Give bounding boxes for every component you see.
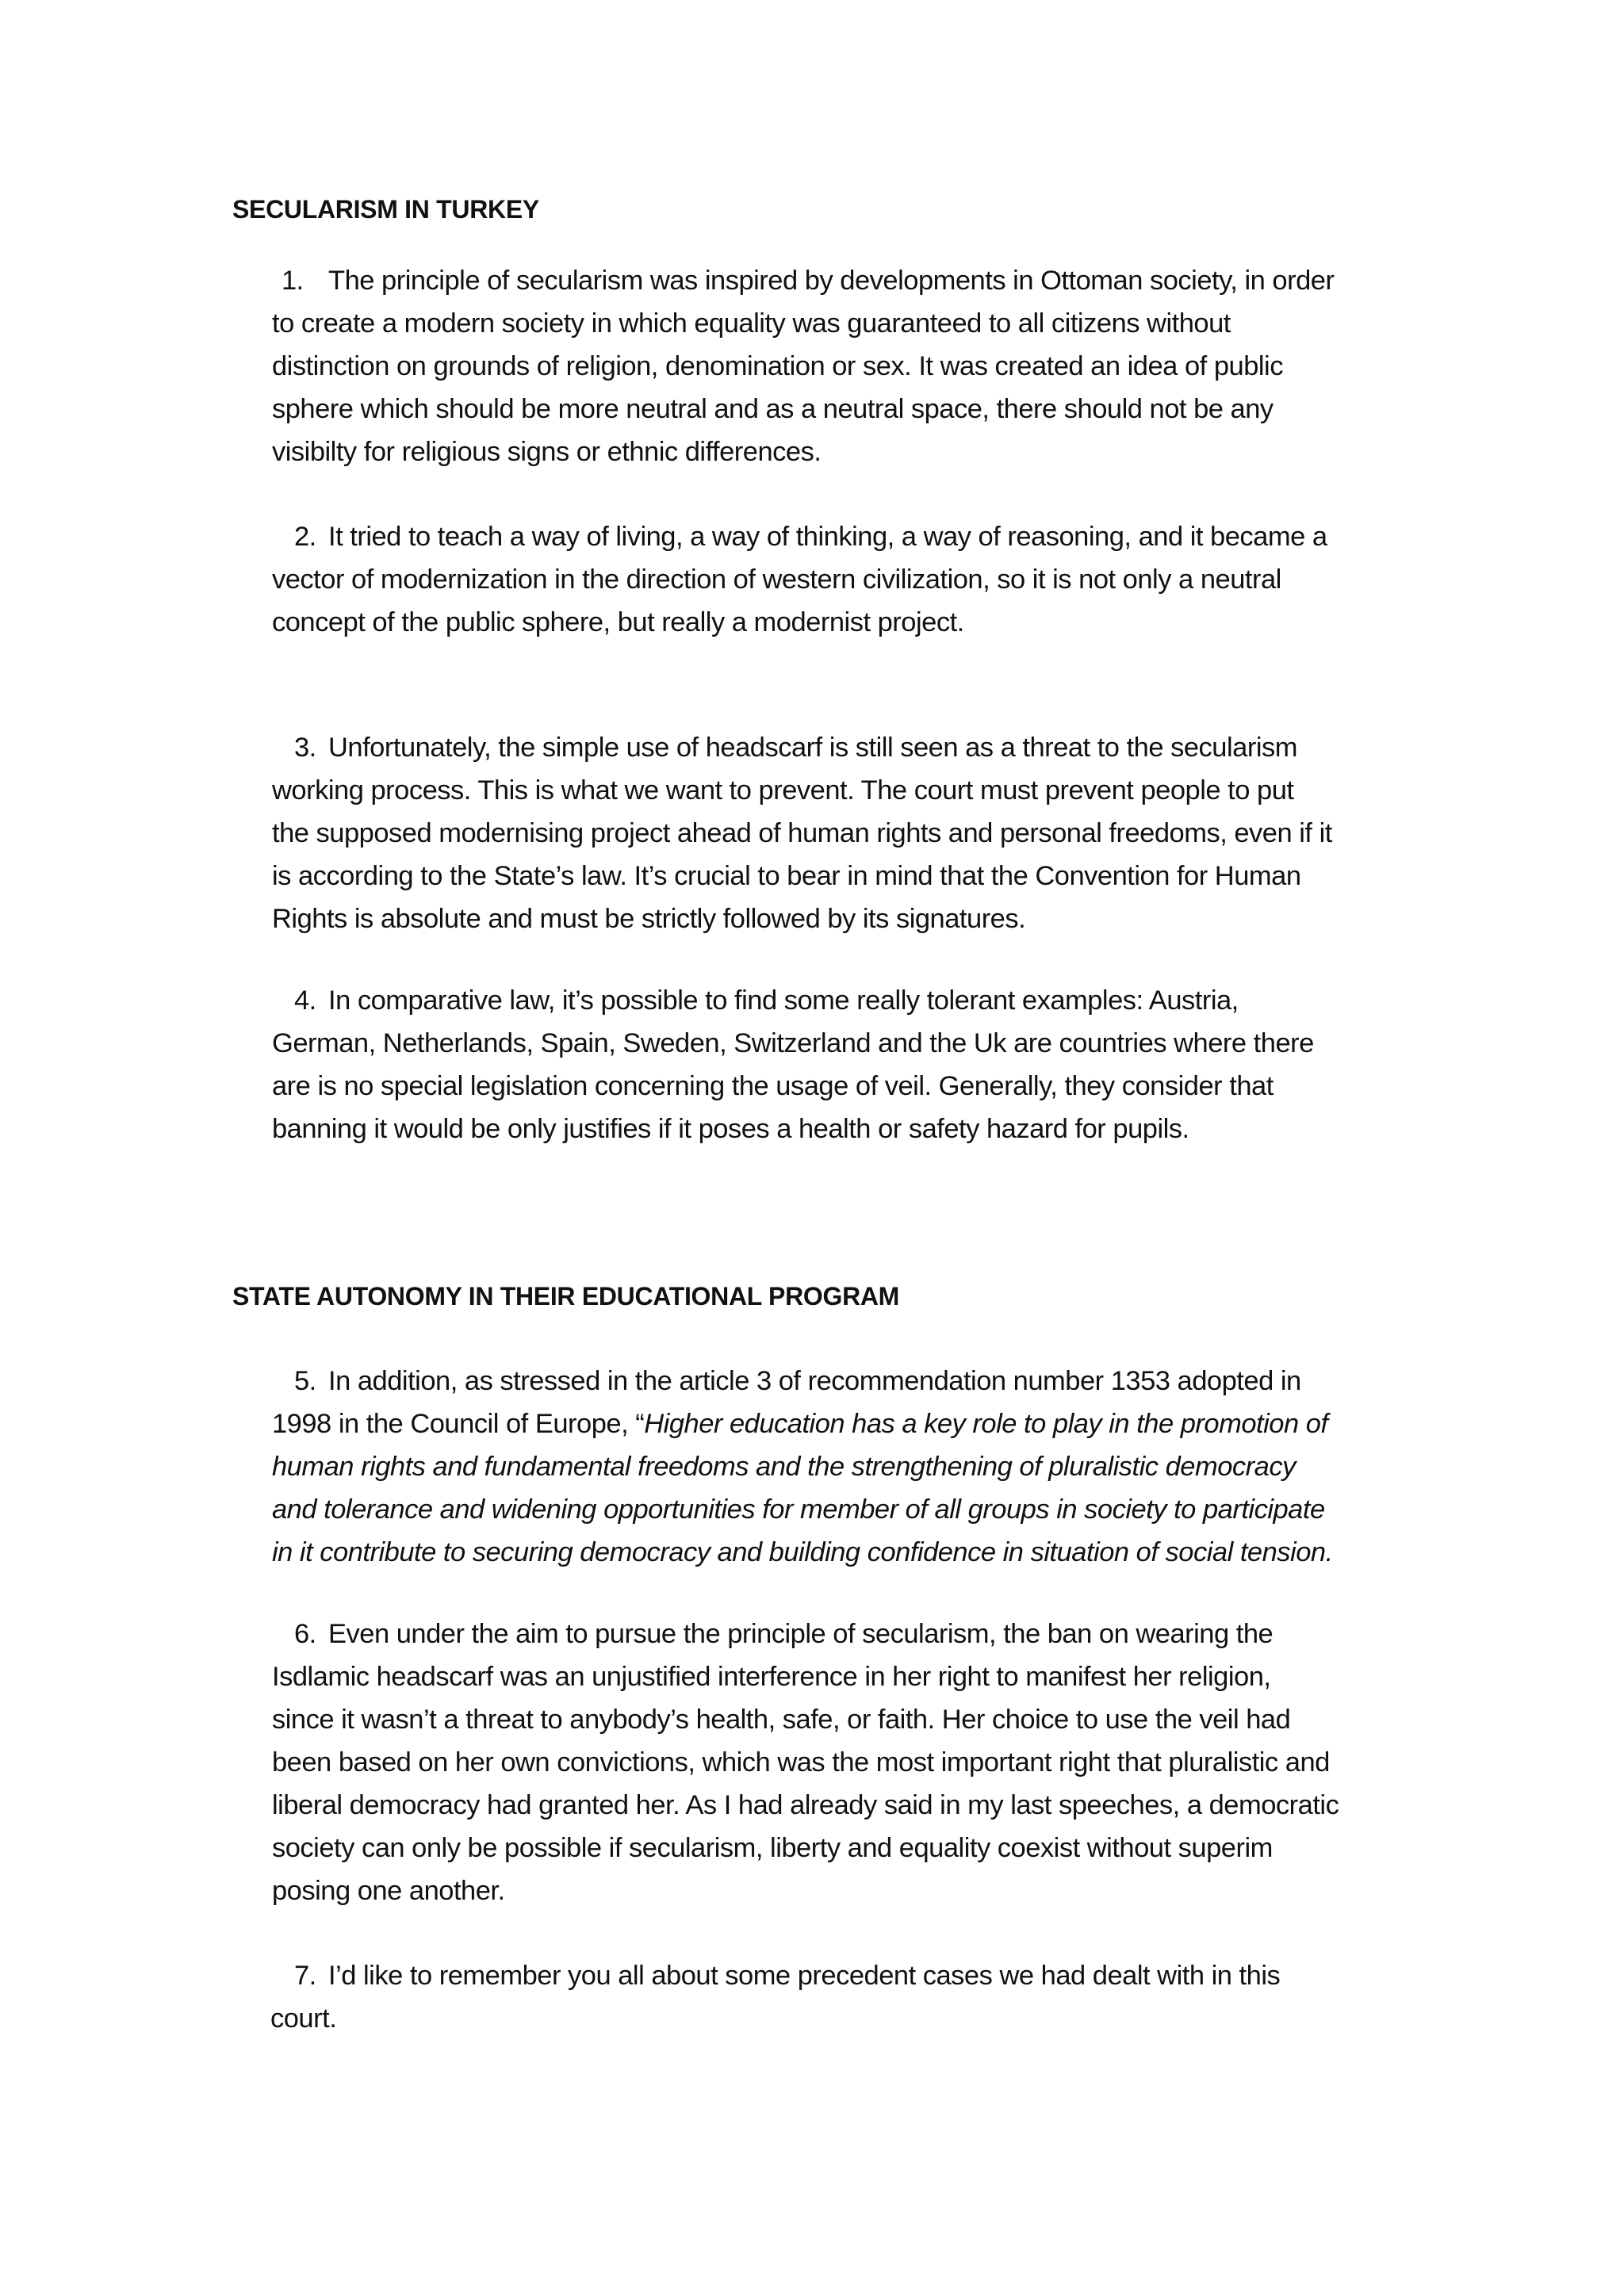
paragraph-7 <box>272 1954 1406 2040</box>
paragraph-line: Rights is absolute and must be strictly followed by its signatures. <box>272 904 1026 934</box>
quotation-line: and tolerance and widening opportunities for member of all groups in society to participate <box>272 1494 1325 1525</box>
paragraph-number: 1. <box>282 266 304 296</box>
paragraph-line: the supposed modernising project ahead of human rights and personal freedoms, even if it <box>272 818 1332 848</box>
paragraph-number: 4. <box>294 985 316 1016</box>
paragraph-1 <box>272 259 1406 473</box>
paragraph-line: are is no special legislation concerning the usage of veil. Generally, they consider that <box>272 1071 1274 1101</box>
quotation-text: Higher education has a key role to play in the promotion of <box>644 1409 1328 1439</box>
paragraph-line: It tried to teach a way of living, a way of thinking, a way of reasoning, and it became a <box>328 522 1327 552</box>
paragraph-line: liberal democracy had granted her. As I had already said in my last speeches, a democratic <box>272 1790 1339 1820</box>
paragraph-5 <box>272 1360 1406 1574</box>
paragraph-line: Isdlamic headscarf was an unjustified interference in her right to manifest her religion, <box>272 1662 1271 1692</box>
paragraph-line: to create a modern society in which equality was guaranteed to all citizens without <box>272 308 1231 339</box>
paragraph-number: 6. <box>294 1619 316 1649</box>
paragraph-6 <box>272 1613 1406 1912</box>
paragraph-line: society can only be possible if secularism, liberty and equality coexist without superim <box>272 1833 1273 1863</box>
paragraph-text: 1998 in the Council of Europe, “ <box>272 1409 645 1439</box>
paragraph-3 <box>272 726 1406 940</box>
paragraph-line: court. <box>270 2003 337 2034</box>
paragraph-line: visibilty for religious signs or ethnic differences. <box>272 437 822 467</box>
paragraph-number: 2. <box>294 522 316 552</box>
paragraph-line: posing one another. <box>272 1876 505 1906</box>
paragraph-line: distinction on grounds of religion, denomination or sex. It was created an idea of public <box>272 351 1283 381</box>
paragraph-line: working process. This is what we want to prevent. The court must prevent people to put <box>272 775 1294 806</box>
paragraph-line <box>272 1402 1406 1445</box>
paragraph-number: 7. <box>294 1961 316 1991</box>
paragraph-line: I’d like to remember you all about some precedent cases we had dealt with in this <box>328 1961 1281 1991</box>
paragraph-line: since it wasn’t a threat to anybody’s health, safe, or faith. Her choice to use the veil had <box>272 1705 1291 1735</box>
paragraph-number: 5. <box>294 1366 316 1396</box>
paragraph-line: In addition, as stressed in the article 3 of recommendation number 1353 adopted in <box>328 1366 1301 1396</box>
paragraph-line: The principle of secularism was inspired by developments in Ottoman society, in order <box>328 266 1335 296</box>
section-heading-state-autonomy: STATE AUTONOMY IN THEIR EDUCATIONAL PROGRAM <box>232 1282 900 1311</box>
paragraph-2 <box>272 515 1406 644</box>
paragraph-line: banning it would be only justifies if it poses a health or safety hazard for pupils. <box>272 1114 1189 1144</box>
paragraph-line: vector of modernization in the direction of western civilization, so it is not only a neutral <box>272 564 1281 595</box>
paragraph-line: sphere which should be more neutral and as a neutral space, there should not be any <box>272 394 1274 424</box>
paragraph-4 <box>272 979 1406 1150</box>
paragraph-line: Even under the aim to pursue the principle of secularism, the ban on wearing the <box>328 1619 1274 1649</box>
paragraph-line: is according to the State’s law. It’s crucial to bear in mind that the Convention for Human <box>272 861 1301 891</box>
section-heading-secularism: SECULARISM IN TURKEY <box>232 195 539 224</box>
paragraph-line: Unfortunately, the simple use of headscarf is still seen as a threat to the secularism <box>328 733 1297 763</box>
quotation-line: human rights and fundamental freedoms and the strengthening of pluralistic democracy <box>272 1452 1296 1482</box>
paragraph-line: In comparative law, it’s possible to find some really tolerant examples: Austria, <box>328 985 1239 1016</box>
quotation-line: in it contribute to securing democracy and building confidence in situation of social tension. <box>272 1537 1333 1567</box>
paragraph-line: concept of the public sphere, but really a modernist project. <box>272 607 964 637</box>
paragraph-line: been based on her own convictions, which was the most important right that pluralistic and <box>272 1747 1330 1777</box>
paragraph-line: German, Netherlands, Spain, Sweden, Switzerland and the Uk are countries where there <box>272 1028 1314 1058</box>
paragraph-number: 3. <box>294 733 316 763</box>
